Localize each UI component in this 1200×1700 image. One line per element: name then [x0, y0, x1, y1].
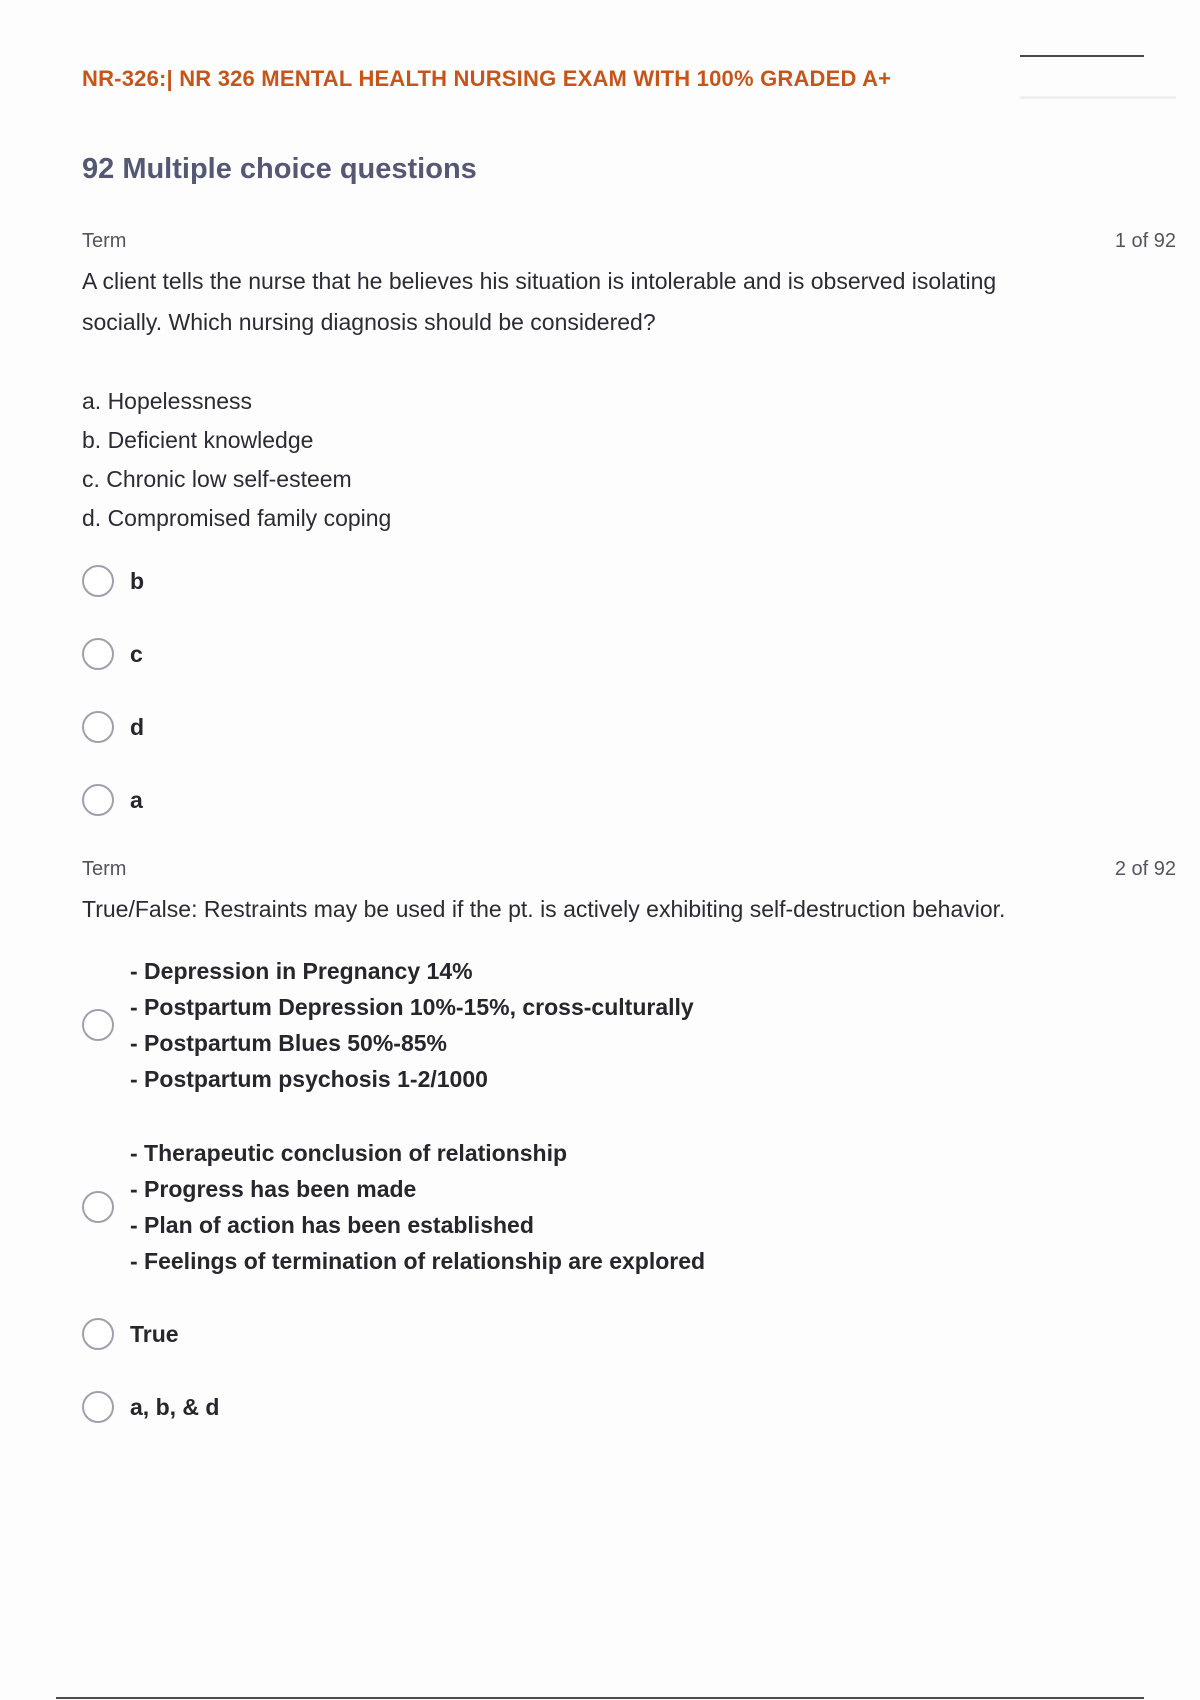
radio-button[interactable]: [82, 1318, 114, 1350]
answer-option-label: [130, 953, 694, 1097]
question-prompt: A client tells the nurse that he believes his situation is intolerable and is observed isolating socially. Which nursing diagnosis should be considered?: [82, 268, 997, 335]
option-line: - Depression in Pregnancy 14%: [130, 958, 473, 984]
top-right-faint-rule: [1020, 96, 1176, 99]
answer-option[interactable]: [82, 1316, 179, 1352]
question-prompt: True/False: Restraints may be used if the pt. is actively exhibiting self-destruction behavior.: [82, 896, 1006, 922]
radio-button[interactable]: [82, 1391, 114, 1423]
answer-option-label: a, b, & d: [130, 1394, 220, 1420]
option-line: - Therapeutic conclusion of relationship: [130, 1140, 568, 1166]
answer-option[interactable]: [82, 1135, 705, 1279]
radio-button[interactable]: [82, 565, 114, 597]
answer-option-label: c: [130, 641, 143, 667]
answer-option-label: a: [130, 787, 143, 813]
answer-option-label: d: [130, 714, 145, 740]
answer-choices-list: [82, 382, 391, 538]
answer-option[interactable]: [82, 953, 694, 1097]
choice-b: b. Deficient knowledge: [82, 427, 314, 453]
answer-option[interactable]: [82, 1389, 219, 1425]
top-right-rule: [1020, 55, 1144, 57]
radio-button[interactable]: [82, 638, 114, 670]
question-counter: 1 of 92: [1114, 230, 1176, 252]
option-line: - Feelings of termination of relationship are explored: [130, 1248, 706, 1274]
answer-option[interactable]: [82, 563, 144, 599]
option-line: - Postpartum Depression 10%-15%, cross-culturally: [130, 994, 694, 1020]
term-label: Term: [82, 858, 127, 880]
term-label: Term: [82, 230, 127, 252]
option-line: - Postpartum psychosis 1-2/1000: [130, 1066, 488, 1092]
document-title: NR-326:| NR 326 MENTAL HEALTH NURSING EXAM WITH 100% GRADED A+: [82, 66, 892, 91]
radio-button[interactable]: [82, 1191, 114, 1223]
answer-option[interactable]: [82, 709, 144, 745]
option-line: - Progress has been made: [130, 1176, 417, 1202]
answer-option-label: b: [130, 568, 145, 594]
answer-option[interactable]: [82, 782, 143, 818]
question-counter: 2 of 92: [1114, 858, 1176, 880]
option-line: - Plan of action has been established: [130, 1212, 534, 1238]
radio-button[interactable]: [82, 1009, 114, 1041]
choice-d: d. Compromised family coping: [82, 505, 392, 531]
choice-c: c. Chronic low self-esteem: [82, 466, 352, 492]
choice-a: a. Hopelessness: [82, 388, 253, 414]
set-heading: 92 Multiple choice questions: [82, 153, 477, 185]
answer-option-label: [130, 1135, 705, 1279]
option-line: - Postpartum Blues 50%-85%: [130, 1030, 447, 1056]
radio-button[interactable]: [82, 711, 114, 743]
answer-option-label: True: [130, 1321, 179, 1347]
bottom-rule: [56, 1697, 1144, 1699]
radio-button[interactable]: [82, 784, 114, 816]
answer-option[interactable]: [82, 636, 143, 672]
